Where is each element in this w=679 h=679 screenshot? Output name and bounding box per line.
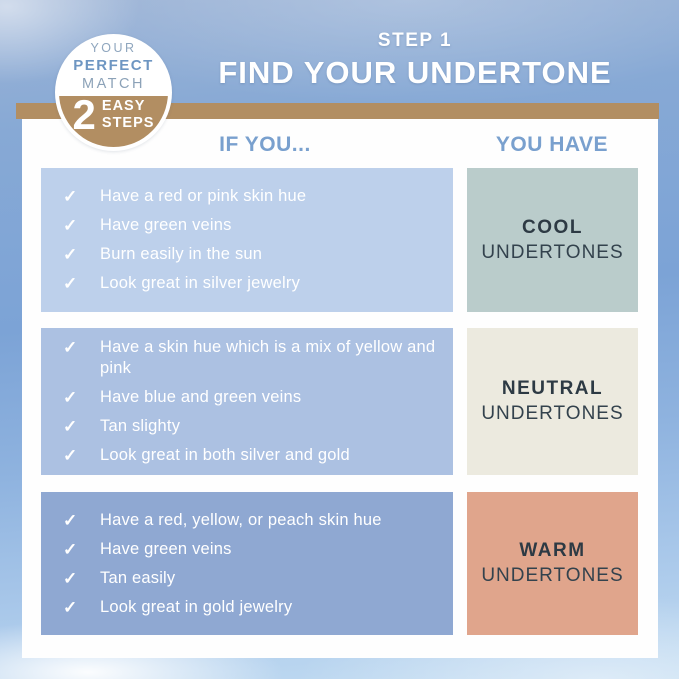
check-icon: ✓ (63, 274, 78, 293)
step-label: STEP 1 (377, 30, 453, 51)
badge-word-your: YOUR (90, 41, 137, 55)
check-icon: ✓ (63, 417, 78, 436)
checklist-item (63, 568, 443, 589)
checklist-item (63, 416, 443, 437)
checklist-item-text: Have blue and green veins (100, 388, 302, 406)
check-icon: ✓ (63, 388, 78, 407)
result-title: COOL (522, 216, 583, 238)
check-icon: ✓ (63, 446, 78, 465)
conditions-box-neutral (41, 328, 453, 475)
conditions-box-warm (41, 492, 453, 635)
check-icon: ✓ (63, 597, 78, 617)
perfect-match-badge (55, 34, 172, 151)
result-subtitle: UNDERTONES (481, 403, 624, 424)
result-box-cool (467, 168, 638, 312)
check-icon: ✓ (63, 539, 78, 559)
page-header (190, 30, 640, 91)
column-header-you-have: YOU HAVE (495, 133, 609, 156)
page-title: FIND YOUR UNDERTONE (218, 55, 612, 90)
badge-easy-steps (102, 98, 155, 131)
check-icon: ✓ (63, 187, 78, 206)
checklist-item-text: Look great in silver jewelry (100, 274, 301, 292)
checklist-item-text: Look great in both silver and gold (100, 446, 350, 464)
check-icon: ✓ (63, 338, 78, 357)
badge-word-perfect: PERFECT (73, 56, 154, 74)
checklist-item-text: Tan slighty (100, 417, 181, 435)
badge-word-easy: EASY (101, 98, 146, 115)
result-subtitle: UNDERTONES (481, 565, 624, 586)
checklist-item-text: Tan easily (100, 568, 176, 587)
badge-word-match: MATCH (82, 76, 145, 93)
check-icon: ✓ (63, 568, 78, 588)
check-icon: ✓ (63, 216, 78, 235)
checklist-item (63, 387, 443, 408)
column-header-if-you: IF YOU... (219, 133, 311, 156)
checklist-item (63, 539, 443, 560)
result-title: WARM (519, 540, 586, 561)
badge-top-text (55, 41, 172, 94)
check-icon: ✓ (63, 245, 78, 264)
checklist-item-text: Have a skin hue which is a mix of yellow and pink (100, 338, 436, 377)
checklist-item (63, 273, 443, 294)
badge-step-count: 2 (72, 91, 96, 138)
badge-bottom-text (55, 91, 172, 138)
check-icon: ✓ (63, 510, 78, 530)
checklist-item-text: Have green veins (100, 216, 232, 234)
checklist-item (63, 337, 443, 379)
checklist-item-text: Have a red or pink skin hue (100, 187, 307, 205)
checklist-item-text: Look great in gold jewelry (100, 597, 293, 616)
checklist-item-text: Have a red, yellow, or peach skin hue (100, 510, 382, 529)
conditions-box-cool (41, 168, 453, 312)
result-subtitle: UNDERTONES (481, 241, 624, 263)
checklist-item (63, 597, 443, 618)
checklist-item (63, 244, 443, 265)
checklist-item (63, 510, 443, 531)
result-box-neutral (467, 328, 638, 475)
result-box-warm (467, 492, 638, 635)
checklist-item-text: Burn easily in the sun (100, 245, 263, 263)
result-title: NEUTRAL (501, 378, 604, 399)
badge-word-steps: STEPS (101, 114, 155, 131)
checklist-item-text: Have green veins (100, 539, 232, 558)
checklist-item (63, 215, 443, 236)
checklist-item (63, 186, 443, 207)
checklist-item (63, 445, 443, 466)
